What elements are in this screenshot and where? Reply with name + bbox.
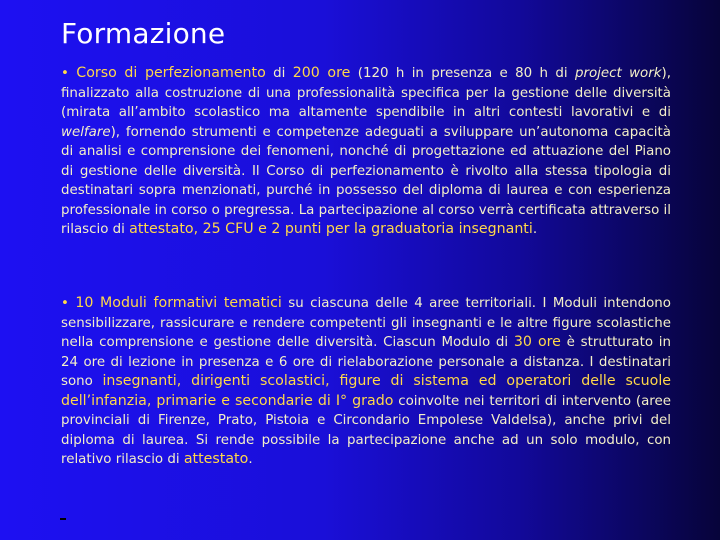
text-run: coinvolte nei territori di intervento (aree provinciali di Firenze, Prato, Pistoia e Circondario Empolese Valdelsa), anche privi del diploma di laurea. Si rende possibile la partecipazione anche ad un solo modulo, con relativo rilascio di: [61, 393, 671, 467]
text-run: ), finalizzato alla costruzione di una professionalità specifica per la gestione delle diversità (mirata all’ambito scolastico ma altamente spendibile in altri contesti lavorativi e di: [61, 66, 671, 120]
slide-title: Formazione: [61, 17, 226, 50]
italic-term: welfare: [61, 124, 111, 140]
text-run: ), fornendo strumenti e competenze adeguati a sviluppare un’autonoma capacità di analisi e comprensione dei fenomeni, nonché di progettazione ed attuazione del Piano di gestione delle diversità. Il Corso di perfezionamento è rivolto alla stessa tipologia di destinatari sopra menzionati, purché in possesso del diploma di laurea e con esperienza professionale in corso o pregressa. La partecipazione al corso verrà certificata attraverso il rilascio di: [61, 124, 671, 237]
text-run: è strutturato in 24 ore di lezione in presenza e 6 ore di rielaborazione personale a distanza. I destinatari sono: [61, 335, 671, 389]
highlight-destinatari: insegnanti, dirigenti scolastici, figure di sistema ed operatori delle scuole dell’infanzia, primarie e secondarie di I° grado: [61, 373, 672, 409]
highlight-ore: 30 ore: [513, 334, 561, 350]
highlight-attestato: attestato, 25 CFU e 2 punti per la graduatoria insegnanti: [129, 221, 533, 237]
bullet-icon: •: [61, 66, 69, 81]
text-run: (120 h in presenza e 80 h di: [350, 66, 575, 81]
bullet-icon: •: [61, 296, 69, 311]
highlight-attestato: attestato: [183, 451, 249, 467]
footer-mark: [60, 518, 66, 520]
text-run: .: [532, 222, 538, 237]
text-run: su ciascuna delle 4 aree territoriali. I Moduli intendono sensibilizzare, rassicurare e rendere competenti gli insegnanti e le altre figure scolastiche nella comprensione e gestione delle diversità. Ciascun Modulo di: [61, 296, 671, 350]
highlight-corso: Corso di perfezionamento: [76, 65, 266, 81]
text-run: di: [265, 66, 293, 81]
italic-term: project work: [574, 66, 662, 81]
paragraph-corso-perfezionamento: [61, 64, 671, 240]
highlight-moduli: 10 Moduli formativi tematici: [75, 295, 282, 311]
text-run: .: [248, 452, 253, 467]
paragraph-moduli-formativi: [61, 294, 671, 470]
highlight-ore: 200 ore: [292, 65, 351, 81]
